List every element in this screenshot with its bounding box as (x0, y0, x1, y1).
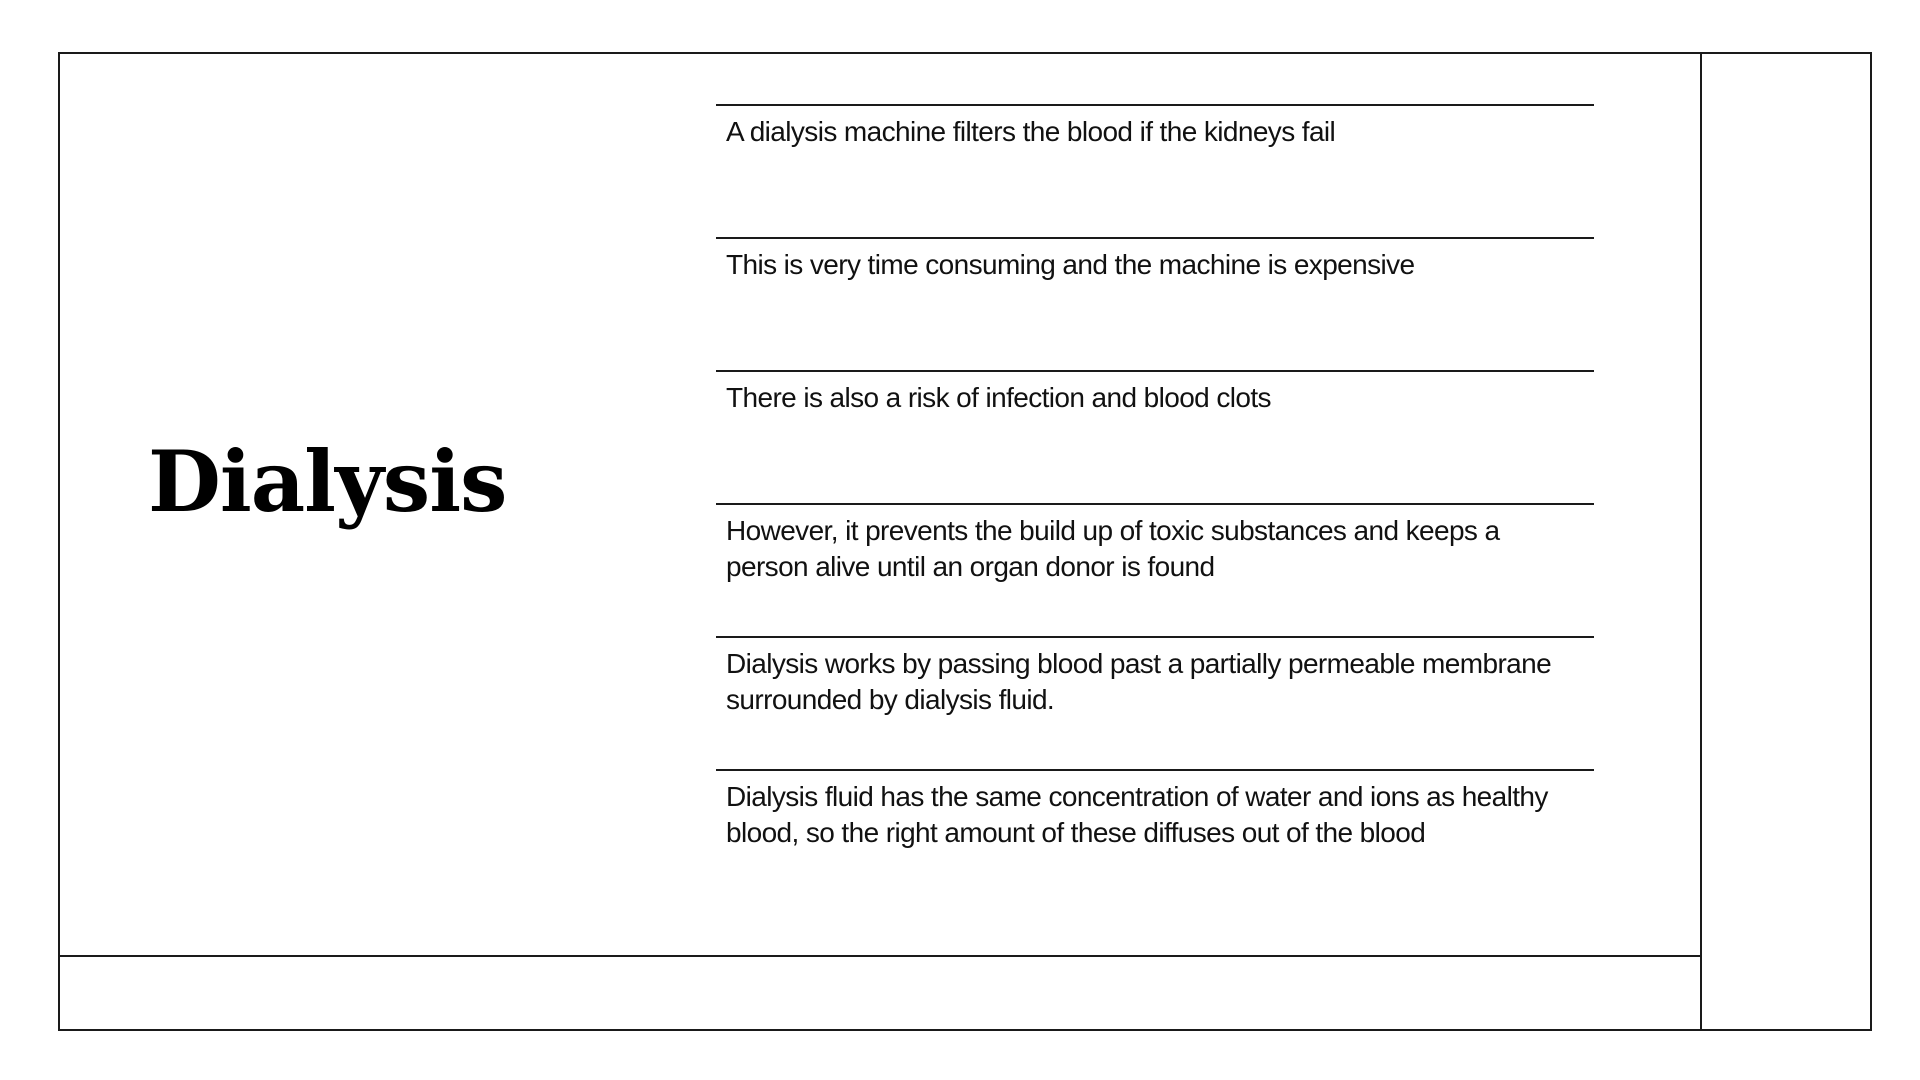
slide-title: Dialysis (148, 432, 507, 531)
bullet-item-risk: There is also a risk of infection and blood clots (716, 370, 1594, 503)
bullet-list (716, 104, 1594, 919)
right-divider (1700, 52, 1702, 1031)
bottom-divider (58, 955, 1702, 957)
bullet-item-machine-filters: A dialysis machine filters the blood if the kidneys fail (716, 104, 1594, 237)
bullet-item-dialysis-fluid: Dialysis fluid has the same concentration of water and ions as healthy blood, so the right amount of these diffuses out of the blood (716, 769, 1594, 919)
bullet-item-time-consuming: This is very time consuming and the machine is expensive (716, 237, 1594, 370)
bullet-item-how-it-works: Dialysis works by passing blood past a partially permeable membrane surrounded by dialysis fluid. (716, 636, 1594, 769)
bullet-item-prevents-toxins: However, it prevents the build up of toxic substances and keeps a person alive until an organ donor is found (716, 503, 1594, 636)
